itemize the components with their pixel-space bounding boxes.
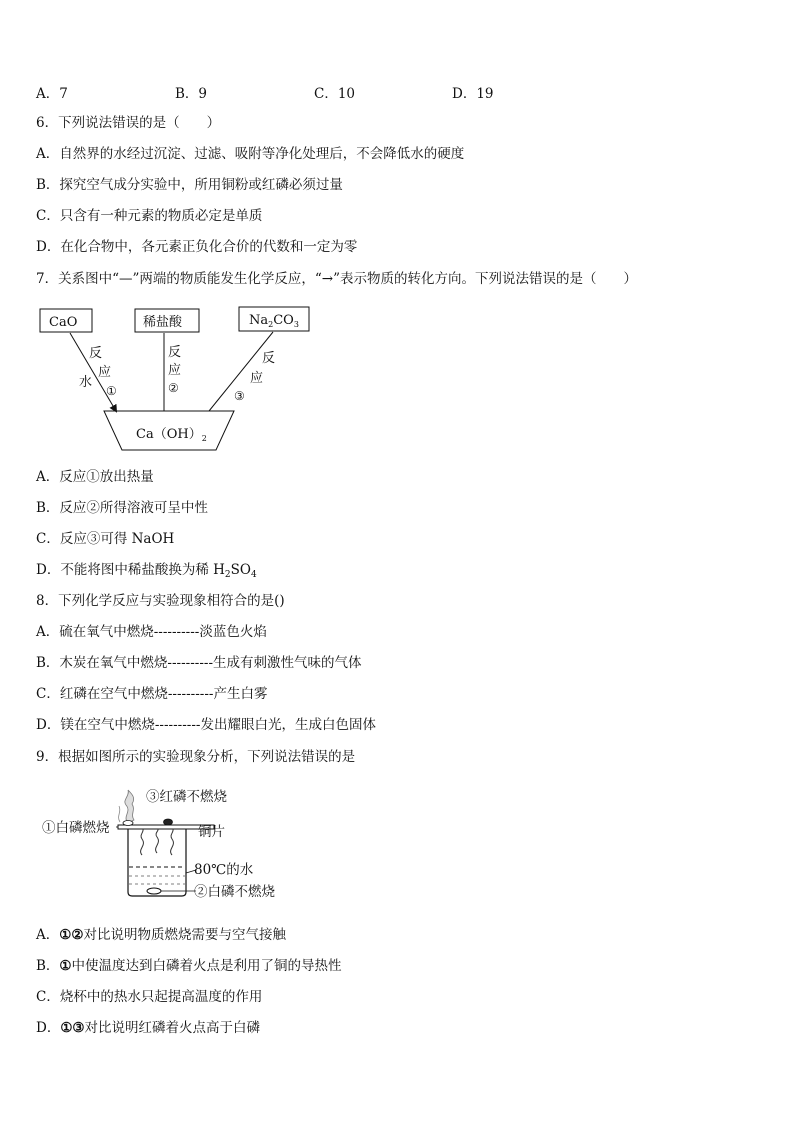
- q7-option-b: B．反应②所得溶液可呈中性: [36, 500, 208, 516]
- box-caoh2-label: $Ca(OH)_2$: [136, 427, 207, 443]
- reaction-1-char-3: ①: [106, 384, 117, 398]
- q8-stem: 8．下列化学反应与实验现象相符合的是(): [36, 593, 285, 609]
- q8-option-c: C．红磷在空气中燃烧----------产生白雾: [36, 686, 268, 702]
- q7-option-c: C．反应③可得 NaOH: [36, 531, 175, 547]
- q5-option-c: C．10: [314, 86, 356, 102]
- white-phosphorus-water: [147, 888, 161, 894]
- q7-relation-diagram: [36, 302, 326, 458]
- q7-option-a: A．反应①放出热量: [36, 469, 154, 485]
- reaction-3-char-3: ③: [234, 389, 245, 403]
- reaction-3-char-1: 反: [262, 351, 276, 366]
- beaker: [128, 829, 186, 896]
- q8-option-d: D．镁在空气中燃烧----------发出耀眼白光，生成白色固体: [36, 717, 376, 733]
- q9-stem: 9．根据如图所示的实验现象分析，下列说法错误的是: [36, 749, 356, 765]
- box-na2co3-label: $Na_2CO_3$: [249, 313, 299, 329]
- q6-option-c: C．只含有一种元素的物质必定是单质: [36, 208, 263, 224]
- q9-option-d: D．①③对比说明红磷着火点高于白磷: [36, 1020, 261, 1036]
- q6-option-a: A．自然界的水经过沉淀、过滤、吸附等净化处理后，不会降低水的硬度: [36, 146, 465, 162]
- label-copper: 铜片: [198, 824, 225, 840]
- reaction-1-char-2: 应: [98, 365, 112, 380]
- q8-option-b: B．木炭在氧气中燃烧----------生成有刺激性气味的气体: [36, 655, 362, 671]
- q9-option-a: A．①②对比说明物质燃烧需要与空气接触: [36, 927, 286, 943]
- reaction-2-char-2: 应: [168, 363, 182, 378]
- q8-option-a: A．硫在氧气中燃烧----------淡蓝色火焰: [36, 624, 267, 640]
- reaction-1-water: 水: [79, 375, 93, 390]
- q6-option-d: D．在化合物中，各元素正负化合价的代数和一定为零: [36, 239, 358, 255]
- white-phosphorus-plate: [123, 821, 133, 826]
- label-white-burning: ①白磷燃烧: [42, 820, 110, 836]
- smoke-icon: [125, 790, 134, 823]
- label-red-phosphorus: ③红磷不燃烧: [146, 789, 227, 805]
- reaction-2-char-3: ②: [168, 381, 179, 395]
- q6-stem: 6．下列说法错误的是（ ）: [36, 115, 221, 131]
- box-hcl-label: 稀盐酸: [143, 315, 183, 330]
- reaction-1-char-1: 反: [89, 346, 103, 361]
- q5-option-b: B．9: [175, 86, 208, 102]
- reaction-2-char-1: 反: [168, 345, 182, 360]
- q6-option-b: B．探究空气成分实验中，所用铜粉或红磷必须过量: [36, 177, 343, 193]
- q5-option-d: D．19: [452, 86, 494, 102]
- q7-option-d: D．不能将图中稀盐酸换为稀 $H_2SO_4$: [36, 562, 257, 580]
- q7-stem: 7．关系图中“—”两端的物质能发生化学反应，“→”表示物质的转化方向。下列说法错误的是（ ）: [36, 271, 638, 287]
- label-hot-water: 80℃的水: [194, 862, 254, 878]
- q9-option-c: C．烧杯中的热水只起提高温度的作用: [36, 989, 263, 1005]
- q5-option-a: A．7: [36, 86, 68, 102]
- box-cao-label: CaO: [49, 315, 78, 330]
- label-white-not-burning: ②白磷不燃烧: [194, 884, 275, 900]
- q9-combustion-diagram: [36, 780, 296, 910]
- reaction-3-char-2: 应: [250, 371, 264, 386]
- red-phosphorus: [164, 819, 173, 825]
- q9-option-b: B．①中使温度达到白磷着火点是利用了铜的导热性: [36, 958, 342, 974]
